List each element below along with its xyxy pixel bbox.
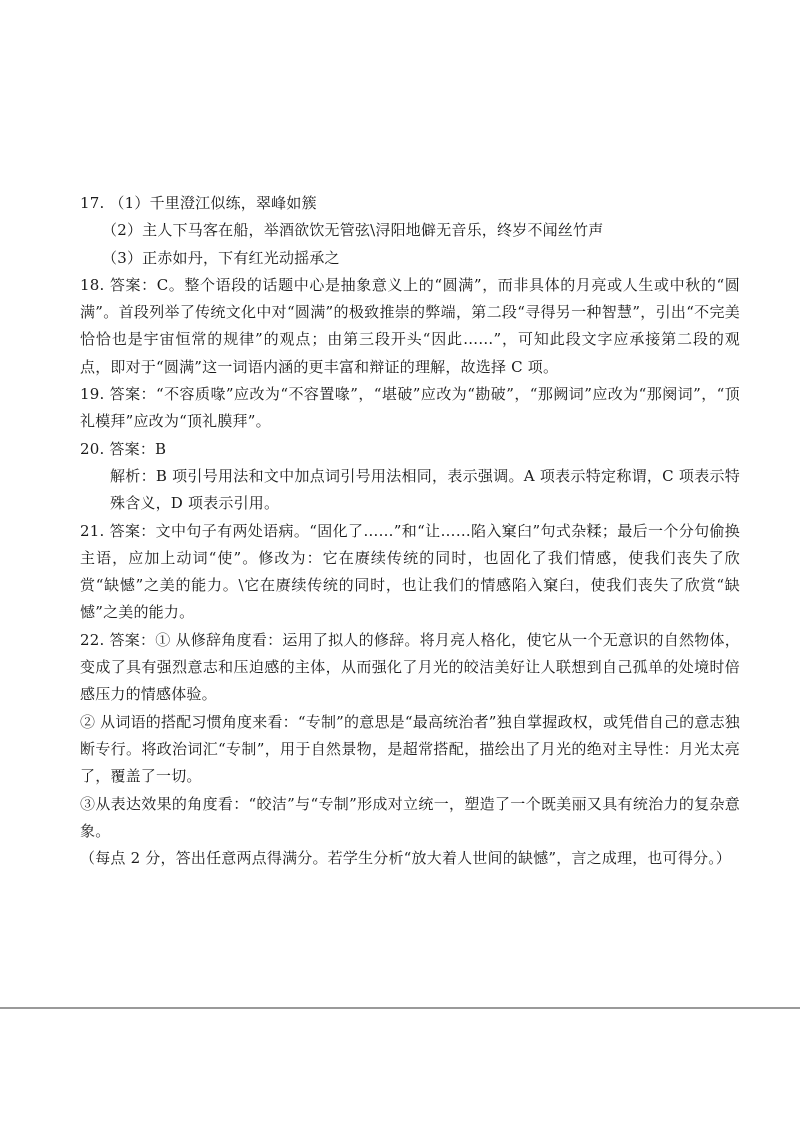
answer-17-part-3: （3）正赤如丹，下有红光动摇承之 (102, 248, 340, 267)
answer-22-point-2: ② 从词语的搭配习惯角度来看：“专制”的意思是“最高统治者”独自掌握政权，或凭借自己的意志独断专行。将政治词汇“专制”，用于自然景物，是超常搭配，描绘出了月光的绝对主导性：月光太亮了，覆盖了一切。 (80, 712, 740, 786)
answer-22-point-3: ③从表达效果的角度看：“皎洁”与“专制”形成对立统一，塑造了一个既美丽又具有统治力的复杂意象。 (80, 794, 740, 840)
answer-21: 21. 答案：文中句子有两处语病。“固化了……”和“让……陷入窠臼”句式杂糅；最后一个分句偷换主语，应加上动词“使”。修改为：它在赓续传统的同时，也固化了我们情感，使我们丧失了欣赏“缺憾”之美的能力。\它在赓续传统的同时，也让我们的情感陷入窠臼，使我们丧失了欣赏“缺憾”之美的能力。 (80, 521, 740, 622)
page-divider-line (0, 1007, 800, 1009)
answer-20-explanation: 解析：B 项引号用法和文中加点词引号用法相同，表示强调。A 项表示特定称谓，C 项表示特殊含义，D 项表示引用。 (110, 466, 740, 513)
answer-17-part-1: 17. （1）千里澄江似练，翠峰如簇 (80, 194, 317, 212)
answer-22-point-1: 22. 答案：① 从修辞角度看：运用了拟人的修辞。将月亮人格化，使它从一个无意识的自然物体，变成了具有强烈意志和压迫感的主体，从而强化了月光的皎洁美好让人联想到自己孤单的处境时倍感压力的情感体验。 (80, 630, 740, 704)
answer-20: 20. 答案：B (80, 439, 167, 458)
answer-key-content (80, 190, 740, 872)
answer-19: 19. 答案：“不容质喙”应改为“不容置喙”，“堪破”应改为“勘破”，“那阙词”应改为“那阕词”，“顶礼模拜”应改为“顶礼膜拜”。 (80, 385, 740, 431)
answer-18: 18. 答案：C。整个语段的话题中心是抽象意义上的“圆满”，而非具体的月亮或人生或中秋的“圆满”。首段列举了传统文化中对“圆满”的极致推崇的弊端，第二段“寻得另一种智慧”，引出“不完美恰恰也是宇宙恒常的规律”的观点；由第三段开头“因此……”，可知此段文字应承接第二段的观点，即对于“圆满”这一词语内涵的更丰富和辩证的理解，故选择 C 项。 (80, 275, 740, 376)
answer-17-part-2: （2）主人下马客在船，举酒欲饮无管弦\浔阳地僻无音乐，终岁不闻丝竹声 (102, 221, 604, 240)
scoring-note: （每点 2 分，答出任意两点得满分。若学生分析“放大着人世间的缺憾”，言之成理，也可得分。） (80, 849, 732, 868)
